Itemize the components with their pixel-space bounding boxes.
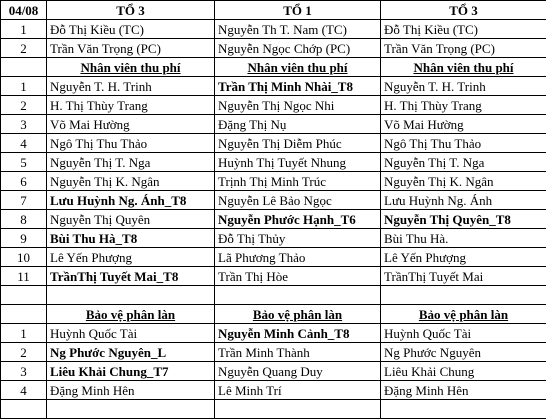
table-cell[interactable]: Đặng Thị Nụ: [215, 115, 381, 134]
table-cell[interactable]: [47, 286, 215, 305]
table-cell[interactable]: Lưu Huỳnh Ng. Ánh_T8: [47, 191, 215, 210]
table-row: [1, 191, 546, 210]
section-title[interactable]: Bảo vệ phân làn: [215, 305, 381, 324]
table-row: [1, 248, 546, 267]
table-cell[interactable]: Nguyễn Thị Diễm Phúc: [215, 134, 381, 153]
table-cell[interactable]: [47, 400, 215, 419]
table-cell[interactable]: Nguyễn Thị T. Nga: [381, 153, 546, 172]
table-cell[interactable]: Nguyễn Thị Quyên_T8: [381, 210, 546, 229]
table-cell[interactable]: [381, 400, 546, 419]
date-cell[interactable]: 04/08: [1, 1, 47, 20]
table-cell[interactable]: Nguyễn Minh Cảnh_T8: [215, 324, 381, 343]
table-cell[interactable]: Liêu Khải Chung: [381, 362, 546, 381]
table-cell[interactable]: Đặng Minh Hên: [381, 381, 546, 400]
table-cell[interactable]: [381, 286, 546, 305]
table-cell[interactable]: Ng Phước Nguyên_L: [47, 343, 215, 362]
row-number[interactable]: 2: [1, 39, 47, 58]
table-cell[interactable]: Huỳnh Thị Tuyết Nhung: [215, 153, 381, 172]
table-row: [1, 39, 546, 58]
table-row: [1, 20, 546, 39]
table-cell[interactable]: Trần Thị Minh Nhài_T8: [215, 77, 381, 96]
row-number[interactable]: 3: [1, 362, 47, 381]
table-cell[interactable]: Võ Mai Hường: [381, 115, 546, 134]
table-cell[interactable]: Trần Thị Hòe: [215, 267, 381, 286]
table-cell[interactable]: Nguyễn Ngọc Chớp (PC): [215, 39, 381, 58]
row-number[interactable]: 10: [1, 248, 47, 267]
section-title[interactable]: Bảo vệ phân làn: [47, 305, 215, 324]
table-cell[interactable]: Ngô Thị Thu Thảo: [47, 134, 215, 153]
table-cell[interactable]: Nguyễn Thị K. Ngân: [381, 172, 546, 191]
table-row: [1, 362, 546, 381]
table-row: [1, 267, 546, 286]
row-number[interactable]: 9: [1, 229, 47, 248]
table-cell[interactable]: Võ Mai Hường: [47, 115, 215, 134]
section-title-row: [1, 58, 546, 77]
row-number[interactable]: 2: [1, 96, 47, 115]
table-cell[interactable]: Bùi Thu Hà_T8: [47, 229, 215, 248]
table-cell[interactable]: Nguyễn T. H. Trinh: [47, 77, 215, 96]
section-title[interactable]: Nhân viên thu phí: [47, 58, 215, 77]
table-cell[interactable]: Trần Văn Trọng (PC): [47, 39, 215, 58]
table-cell[interactable]: H. Thị Thùy Trang: [381, 96, 546, 115]
table-cell[interactable]: Trịnh Thị Minh Trúc: [215, 172, 381, 191]
row-number[interactable]: 3: [1, 115, 47, 134]
table-row: [1, 172, 546, 191]
table-cell[interactable]: Đặng Minh Hên: [47, 381, 215, 400]
table-cell[interactable]: [1, 286, 47, 305]
table-cell[interactable]: Lê Yến Phượng: [381, 248, 546, 267]
table-row: [1, 381, 546, 400]
team-header-1[interactable]: TỔ 3: [47, 1, 215, 20]
table-cell[interactable]: Huỳnh Quốc Tài: [381, 324, 546, 343]
table-row: [1, 153, 546, 172]
table-cell[interactable]: Lưu Huỳnh Ng. Ánh: [381, 191, 546, 210]
row-number[interactable]: 6: [1, 172, 47, 191]
team-header-2[interactable]: TỔ 1: [215, 1, 381, 20]
table-cell[interactable]: [215, 286, 381, 305]
table-cell[interactable]: Nguyễn Thị Quyên: [47, 210, 215, 229]
table-cell[interactable]: [1, 305, 47, 324]
table-cell[interactable]: Đỗ Thị Kiều (TC): [381, 20, 546, 39]
table-cell[interactable]: Nguyễn Th T. Nam (TC): [215, 20, 381, 39]
table-cell[interactable]: Liêu Khải Chung_T7: [47, 362, 215, 381]
row-number[interactable]: 4: [1, 381, 47, 400]
row-number[interactable]: 4: [1, 134, 47, 153]
table-cell[interactable]: Nguyễn Thị T. Nga: [47, 153, 215, 172]
table-cell[interactable]: Nguyễn Lê Bảo Ngọc: [215, 191, 381, 210]
table-cell[interactable]: Lê Minh Trí: [215, 381, 381, 400]
table-cell[interactable]: Lã Phương Thảo: [215, 248, 381, 267]
row-number[interactable]: 1: [1, 20, 47, 39]
table-cell[interactable]: Đỗ Thị Thủy: [215, 229, 381, 248]
table-cell[interactable]: [1, 400, 47, 419]
table-cell[interactable]: [1, 58, 47, 77]
table-cell[interactable]: Huỳnh Quốc Tài: [47, 324, 215, 343]
table-cell[interactable]: [215, 400, 381, 419]
table-cell[interactable]: TrầnThị Tuyết Mai_T8: [47, 267, 215, 286]
table-cell[interactable]: TrầnThị Tuyết Mai: [381, 267, 546, 286]
table-cell[interactable]: Nguyễn T. H. Trinh: [381, 77, 546, 96]
table-cell[interactable]: Ngô Thị Thu Thảo: [381, 134, 546, 153]
row-number[interactable]: 8: [1, 210, 47, 229]
row-number[interactable]: 2: [1, 343, 47, 362]
row-number[interactable]: 5: [1, 153, 47, 172]
row-number[interactable]: 1: [1, 324, 47, 343]
table-row: [1, 77, 546, 96]
table-row: [1, 134, 546, 153]
row-number[interactable]: 11: [1, 267, 47, 286]
section-title[interactable]: Nhân viên thu phí: [215, 58, 381, 77]
table-cell[interactable]: Nguyễn Thị Ngọc Nhi: [215, 96, 381, 115]
team-header-3[interactable]: TỔ 3: [381, 1, 546, 20]
table-cell[interactable]: Đỗ Thị Kiều (TC): [47, 20, 215, 39]
table-cell[interactable]: Nguyễn Quang Duy: [215, 362, 381, 381]
section-title[interactable]: Bảo vệ phân làn: [381, 305, 546, 324]
table-cell[interactable]: Bùi Thu Hà.: [381, 229, 546, 248]
table-cell[interactable]: Trần Minh Thành: [215, 343, 381, 362]
row-number[interactable]: 7: [1, 191, 47, 210]
header-row: [1, 1, 546, 20]
table-row: [1, 210, 546, 229]
blank-row: [1, 286, 546, 305]
table-cell[interactable]: Ng Phước Nguyên: [381, 343, 546, 362]
table-cell[interactable]: Trần Văn Trọng (PC): [381, 39, 546, 58]
table-cell[interactable]: Nguyễn Phước Hạnh_T6: [215, 210, 381, 229]
table-row: [1, 324, 546, 343]
row-number[interactable]: 1: [1, 77, 47, 96]
table-cell[interactable]: Lê Yến Phượng: [47, 248, 215, 267]
table-cell[interactable]: H. Thị Thùy Trang: [47, 96, 215, 115]
section-title-row: [1, 305, 546, 324]
table-row: [1, 229, 546, 248]
table-row: [1, 115, 546, 134]
table-row: [1, 96, 546, 115]
table-cell[interactable]: Nguyễn Thị K. Ngân: [47, 172, 215, 191]
blank-row: [1, 400, 546, 419]
table-row: [1, 343, 546, 362]
section-title[interactable]: Nhân viên thu phí: [381, 58, 546, 77]
